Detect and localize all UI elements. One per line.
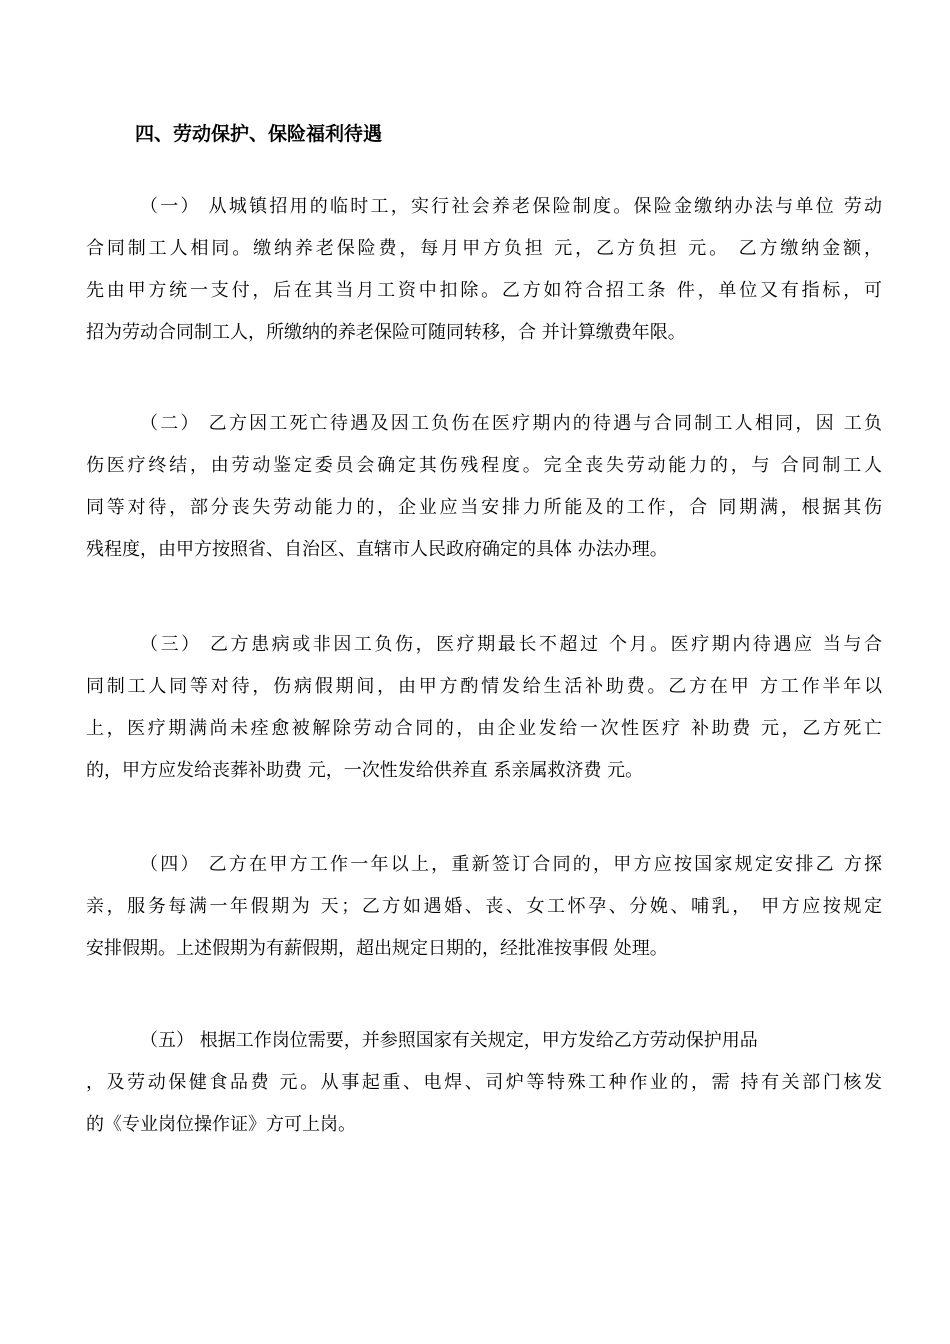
paragraph-line: 招为劳动合同制工人，所缴纳的养老保险可随同转移，合 并计算缴费年限。	[86, 322, 686, 343]
paragraph-line: （二） 乙方因工死亡待遇及因工负伤在医疗期内的待遇与合同制工人相同，因 工负	[140, 413, 882, 434]
paragraph-line: ，及劳动保健食品费 元。从事起重、电焊、司炉等特殊工种作业的，需 持有关部门核发	[86, 1072, 882, 1093]
paragraph-line: 安排假期。上述假期为有薪假期，超出规定日期的，经批准按事假 处理。	[86, 938, 668, 959]
paragraph-3	[86, 624, 882, 792]
paragraph-line: 合同制工人相同。缴纳养老保险费，每月甲方负担 元，乙方负担 元。 乙方缴纳金额，	[86, 238, 882, 259]
paragraph-line: 先由甲方统一支付，后在其当月工资中扣除。乙方如符合招工条 件，单位又有指标，可	[86, 280, 882, 301]
paragraph-line: （五） 根据工作岗位需要，并参照国家有关规定，甲方发给乙方劳动保护用品	[140, 1030, 758, 1051]
paragraph-line: 同制工人同等对待，伤病假期间，由甲方酌情发给生活补助费。乙方在甲 方工作半年以	[86, 676, 882, 697]
paragraph-line: （四） 乙方在甲方工作一年以上，重新签订合同的，甲方应按国家规定安排乙 方探	[140, 854, 882, 875]
paragraph-line: （三） 乙方患病或非因工负伤，医疗期最长不超过 个月。医疗期内待遇应 当与合	[140, 634, 882, 655]
paragraph-line: 亲，服务每满一年假期为 天；乙方如遇婚、丧、女工怀孕、分娩、哺乳， 甲方应按规定	[86, 896, 882, 917]
paragraph-line: 残程度，由甲方按照省、自治区、直辖市人民政府确定的具体 办法办理。	[86, 539, 668, 560]
paragraph-line: 上，医疗期满尚未痊愈被解除劳动合同的，由企业发给一次性医疗 补助费 元，乙方死亡	[86, 718, 882, 739]
paragraph-2	[86, 403, 882, 571]
section-heading: 四、劳动保护、保险福利待遇	[135, 123, 383, 145]
paragraph-line: 同等对待，部分丧失劳动能力的，企业应当安排力所能及的工作，合 同期满，根据其伤	[86, 497, 882, 518]
paragraph-line: 的，甲方应发给丧葬补助费 元，一次性发给供养直 系亲属救济费 元。	[86, 760, 644, 781]
paragraph-line: 的《专业岗位操作证》方可上岗。	[86, 1114, 356, 1135]
paragraph-5	[86, 1020, 882, 1146]
paragraph-1	[86, 186, 882, 354]
paragraph-line: 伤医疗终结，由劳动鉴定委员会确定其伤残程度。完全丧失劳动能力的，与 合同制工人	[86, 455, 882, 476]
paragraph-4	[86, 844, 882, 970]
paragraph-line: （一） 从城镇招用的临时工，实行社会养老保险制度。保险金缴纳办法与单位 劳动	[140, 196, 882, 217]
